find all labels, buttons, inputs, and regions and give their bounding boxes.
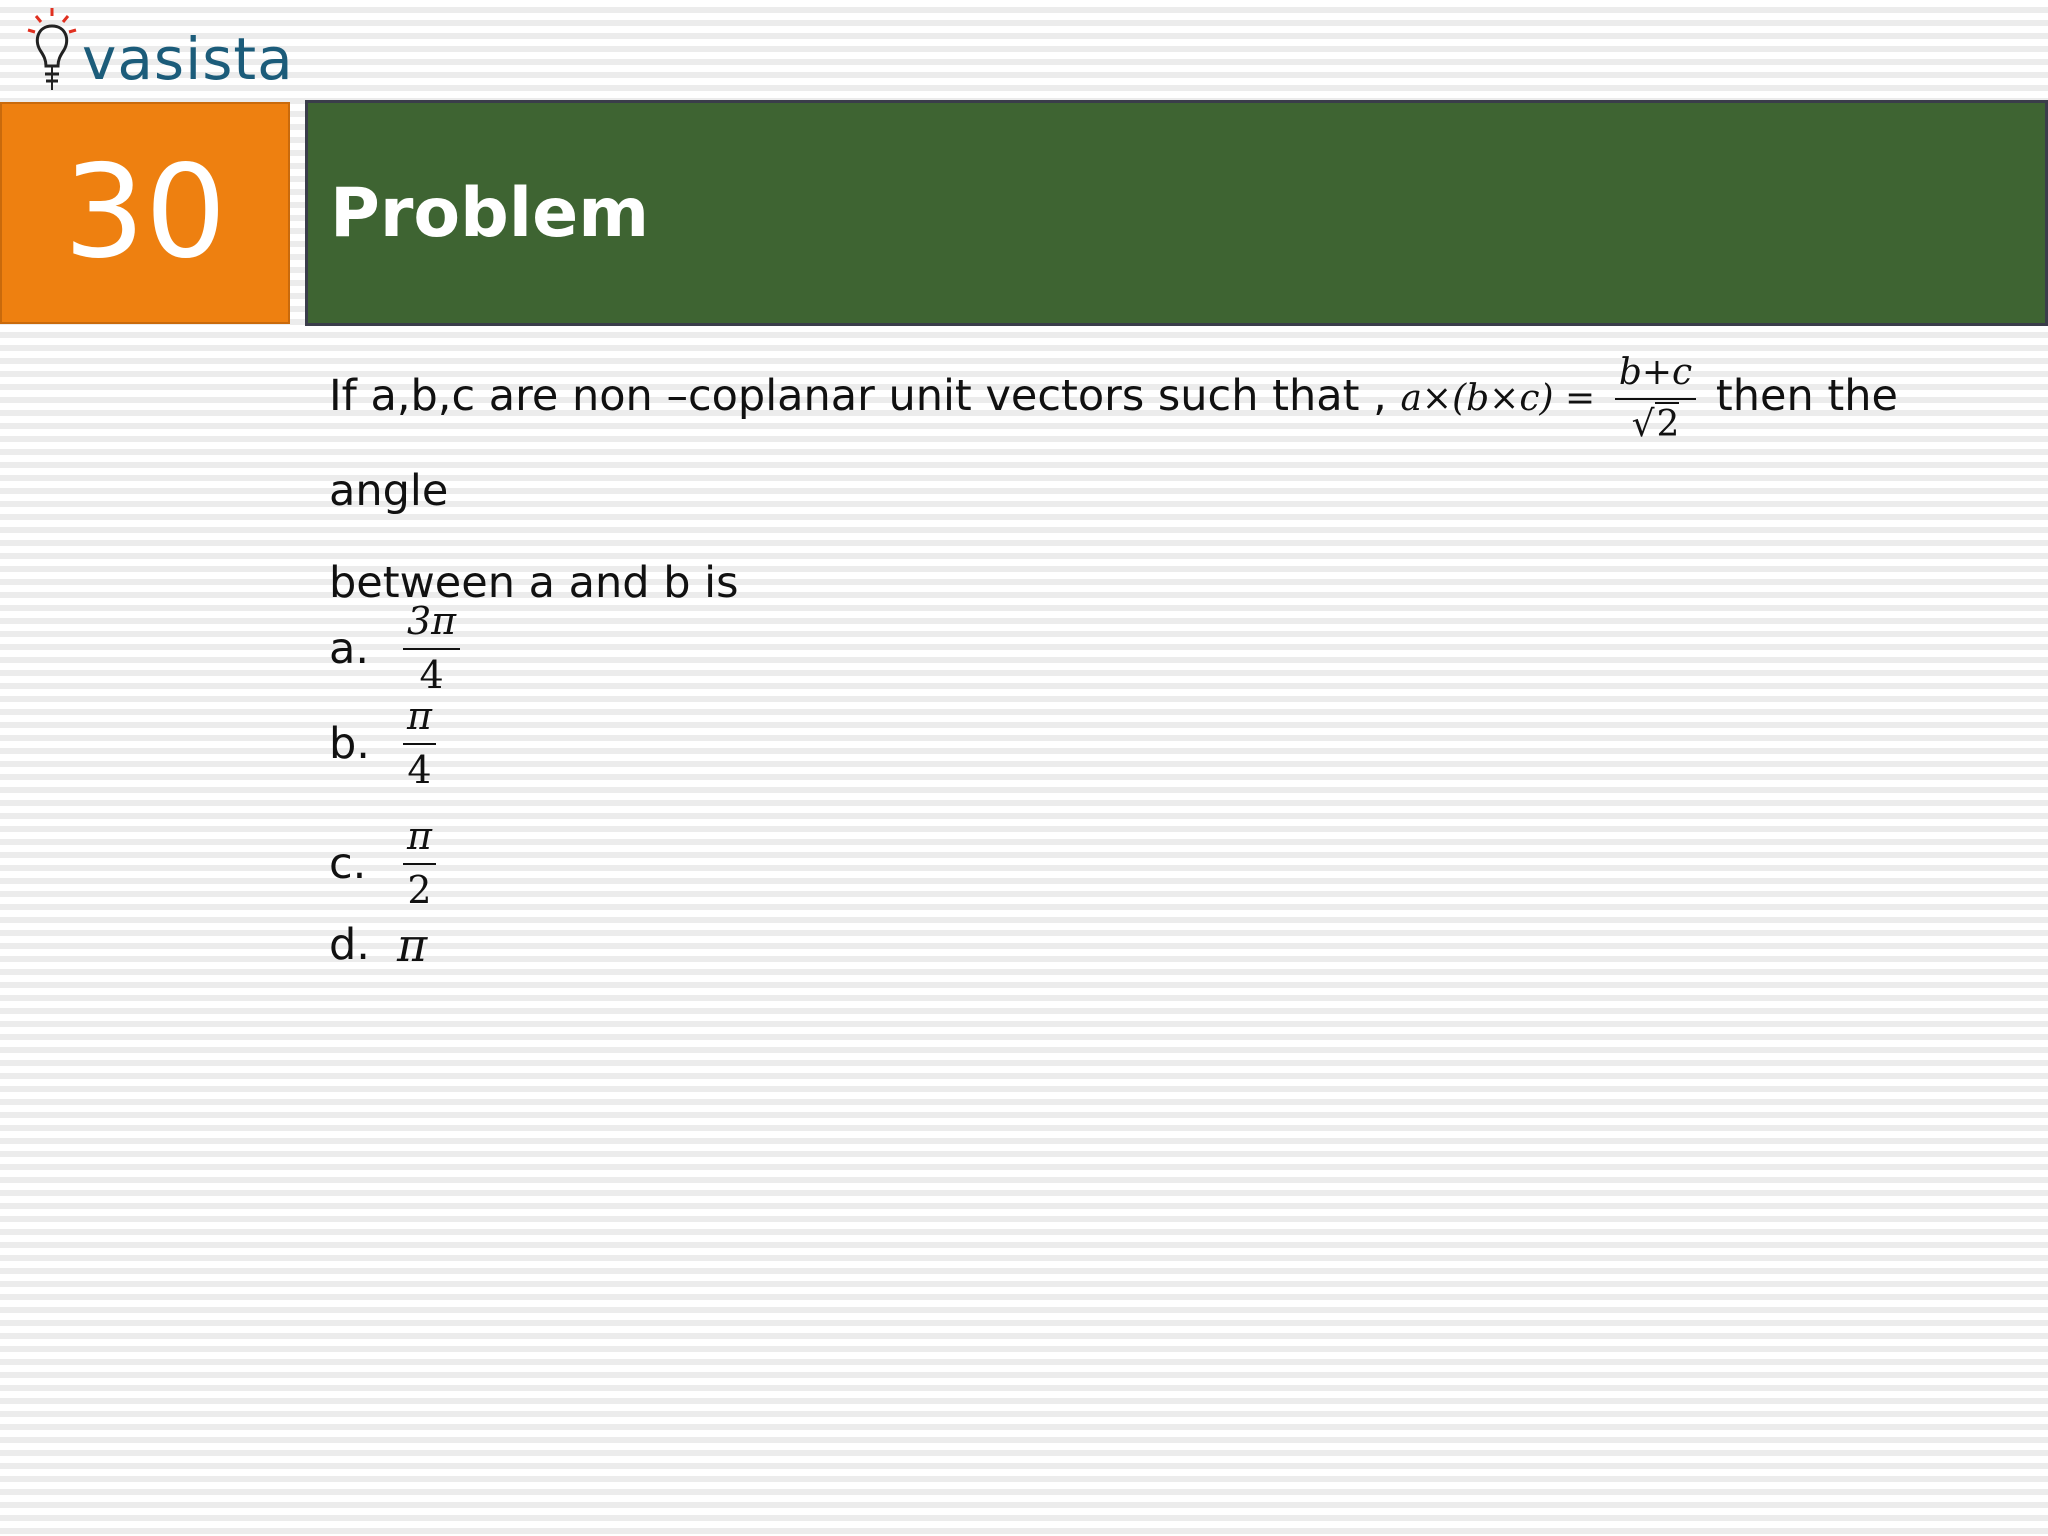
option-numerator: π — [403, 695, 436, 745]
option-a[interactable] — [329, 600, 466, 697]
option-denominator: 4 — [407, 747, 432, 792]
title-bar — [305, 100, 2048, 326]
question-text-before: If a,b,c are non –coplanar unit vectors such that , — [329, 371, 1387, 421]
vasista-logo — [22, 4, 292, 100]
equation-lhs: a×(b×c) = — [1400, 378, 1596, 419]
equation-numerator: b+c — [1615, 352, 1696, 399]
equation-denominator: √2 — [1631, 403, 1680, 445]
option-b[interactable] — [329, 695, 442, 792]
option-fraction — [403, 815, 436, 912]
option-c[interactable] — [329, 815, 442, 912]
slide-title: Problem — [330, 173, 650, 253]
equation-fraction — [1615, 352, 1696, 445]
logo-text: vasista — [82, 25, 294, 93]
question-text-line2: between a and b is — [329, 558, 739, 608]
equation-radicand: 2 — [1656, 403, 1680, 445]
question-text — [329, 350, 2009, 629]
slide-number-box — [0, 102, 290, 324]
option-numerator: π — [403, 815, 436, 865]
option-denominator: 4 — [419, 652, 444, 697]
question-text-after: then the angle — [329, 371, 1898, 516]
option-fraction — [403, 695, 436, 792]
lightbulb-icon — [22, 4, 86, 100]
option-numerator: 3π — [403, 600, 460, 650]
option-label: c. — [329, 838, 367, 889]
slide-number: 30 — [63, 138, 227, 287]
option-label: d. — [329, 920, 370, 970]
option-d[interactable] — [329, 918, 427, 972]
option-denominator: 2 — [407, 867, 432, 912]
option-label: a. — [329, 623, 370, 674]
option-label: b. — [329, 718, 370, 769]
option-fraction — [403, 600, 460, 697]
option-value: π — [397, 918, 428, 972]
